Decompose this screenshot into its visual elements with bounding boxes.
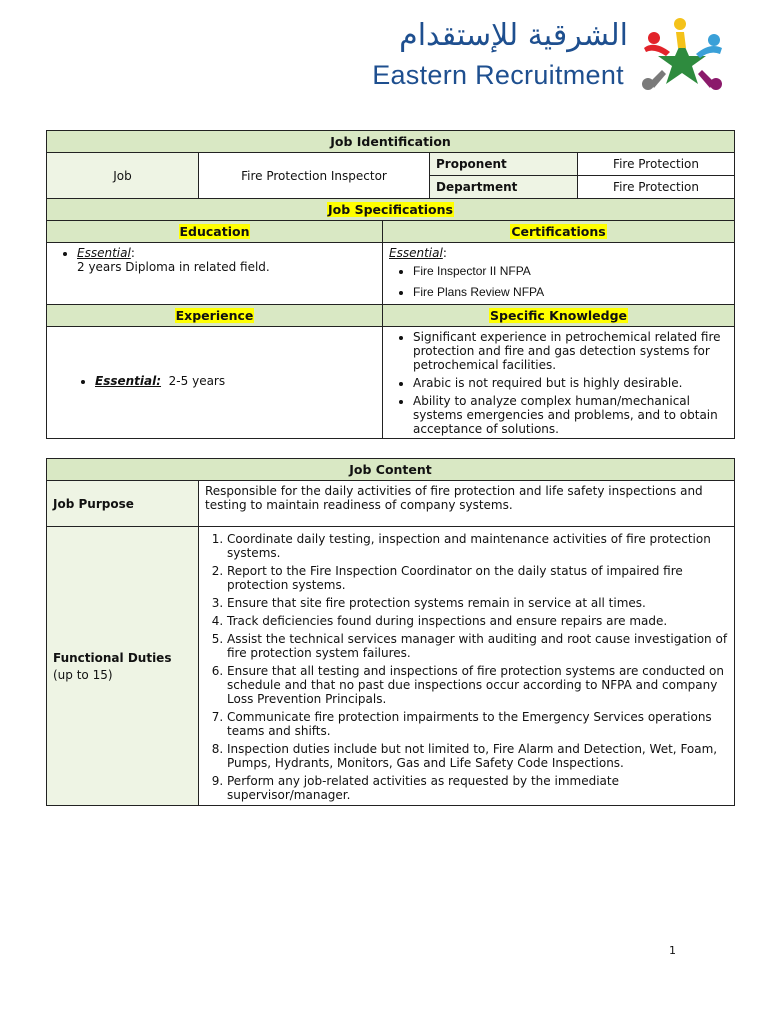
duty-item: 7. Communicate fire protection impairments to the Emergency Services operations teams and shifts. xyxy=(227,710,728,738)
duty-item: 3. Ensure that site fire protection systems remain in service at all times. xyxy=(227,596,728,610)
duty-item: 8. Inspection duties include but not limited to, Fire Alarm and Detection, Wet, Foam, Pumps, Hydrants, Monitors, Gas and Life Safety Code Inspections. xyxy=(227,742,728,770)
duty-item: 2. Report to the Fire Inspection Coordinator on the daily status of impaired fire protection systems. xyxy=(227,564,728,592)
duty-item: 4. Track deficiencies found during inspections and ensure repairs are made. xyxy=(227,614,728,628)
proponent-label: Proponent xyxy=(430,153,578,176)
job-content-table xyxy=(46,458,735,806)
duty-item: 5. Assist the technical services manager with auditing and root cause investigation of fire protection system failures. xyxy=(227,632,728,660)
functional-duties-label: Functional Duties xyxy=(53,650,172,665)
experience-item: • Essential: 2-5 years xyxy=(95,374,376,388)
experience-cell xyxy=(47,327,383,439)
experience-header: Experience xyxy=(47,305,383,327)
certification-item: • Fire Inspector II NFPA xyxy=(413,264,728,278)
functional-duties-cell xyxy=(199,527,735,806)
department-value: Fire Protection xyxy=(578,176,735,199)
knowledge-item: • Significant experience in petrochemical related fire protection and fire and gas detection systems for petrochemical facilities. xyxy=(413,330,728,372)
specific-knowledge-cell xyxy=(383,327,735,439)
proponent-value: Fire Protection xyxy=(578,153,735,176)
star-people-icon xyxy=(636,18,728,98)
certifications-cell: Essential: • Fire Inspector II NFPA • Fire Plans Review NFPA xyxy=(383,243,735,305)
education-header: Education xyxy=(47,221,383,243)
education-cell xyxy=(47,243,383,305)
job-label: Job xyxy=(47,153,199,199)
job-purpose-label: Job Purpose xyxy=(47,481,199,527)
job-identification-header: Job Identification xyxy=(47,131,735,153)
knowledge-item: • Ability to analyze complex human/mechanical systems emergencies and problems, and to obtain acceptance of solutions. xyxy=(413,394,728,436)
functional-duties-label-cell xyxy=(47,527,199,806)
page-number: 1 xyxy=(669,944,676,957)
duty-item: 1. Coordinate daily testing, inspection and maintenance activities of fire protection systems. xyxy=(227,532,728,560)
duty-item: 9. Perform any job-related activities as requested by the immediate supervisor/manager. xyxy=(227,774,728,802)
education-text: 2 years Diploma in related field. xyxy=(77,260,270,274)
knowledge-item: • Arabic is not required but is highly desirable. xyxy=(413,376,728,390)
company-logo xyxy=(308,18,728,98)
logo-arabic-text: الشرقية للإستقدام xyxy=(399,18,628,53)
job-content-header: Job Content xyxy=(47,459,735,481)
job-purpose-text: Responsible for the daily activities of fire protection and life safety inspections and testing to maintain readiness of company systems. xyxy=(199,481,735,527)
specific-knowledge-header: Specific Knowledge xyxy=(383,305,735,327)
duty-item: 6. Ensure that all testing and inspections of fire protection systems are conducted on schedule and that no past due inspections occur according to NFPA and company Loss Prevention Principals. xyxy=(227,664,728,706)
job-specifications-header: Job Specifications xyxy=(47,199,735,221)
department-label: Department xyxy=(430,176,578,199)
logo-english-text: Eastern Recruitment xyxy=(372,60,624,90)
education-item: • Essential: 2 years Diploma in related field. xyxy=(77,246,376,274)
certification-item: • Fire Plans Review NFPA xyxy=(413,285,728,299)
certifications-header: Certifications xyxy=(383,221,735,243)
job-identification-table xyxy=(46,130,735,439)
job-title-value: Fire Protection Inspector xyxy=(199,153,430,199)
functional-duties-sublabel: (up to 15) xyxy=(53,667,113,682)
